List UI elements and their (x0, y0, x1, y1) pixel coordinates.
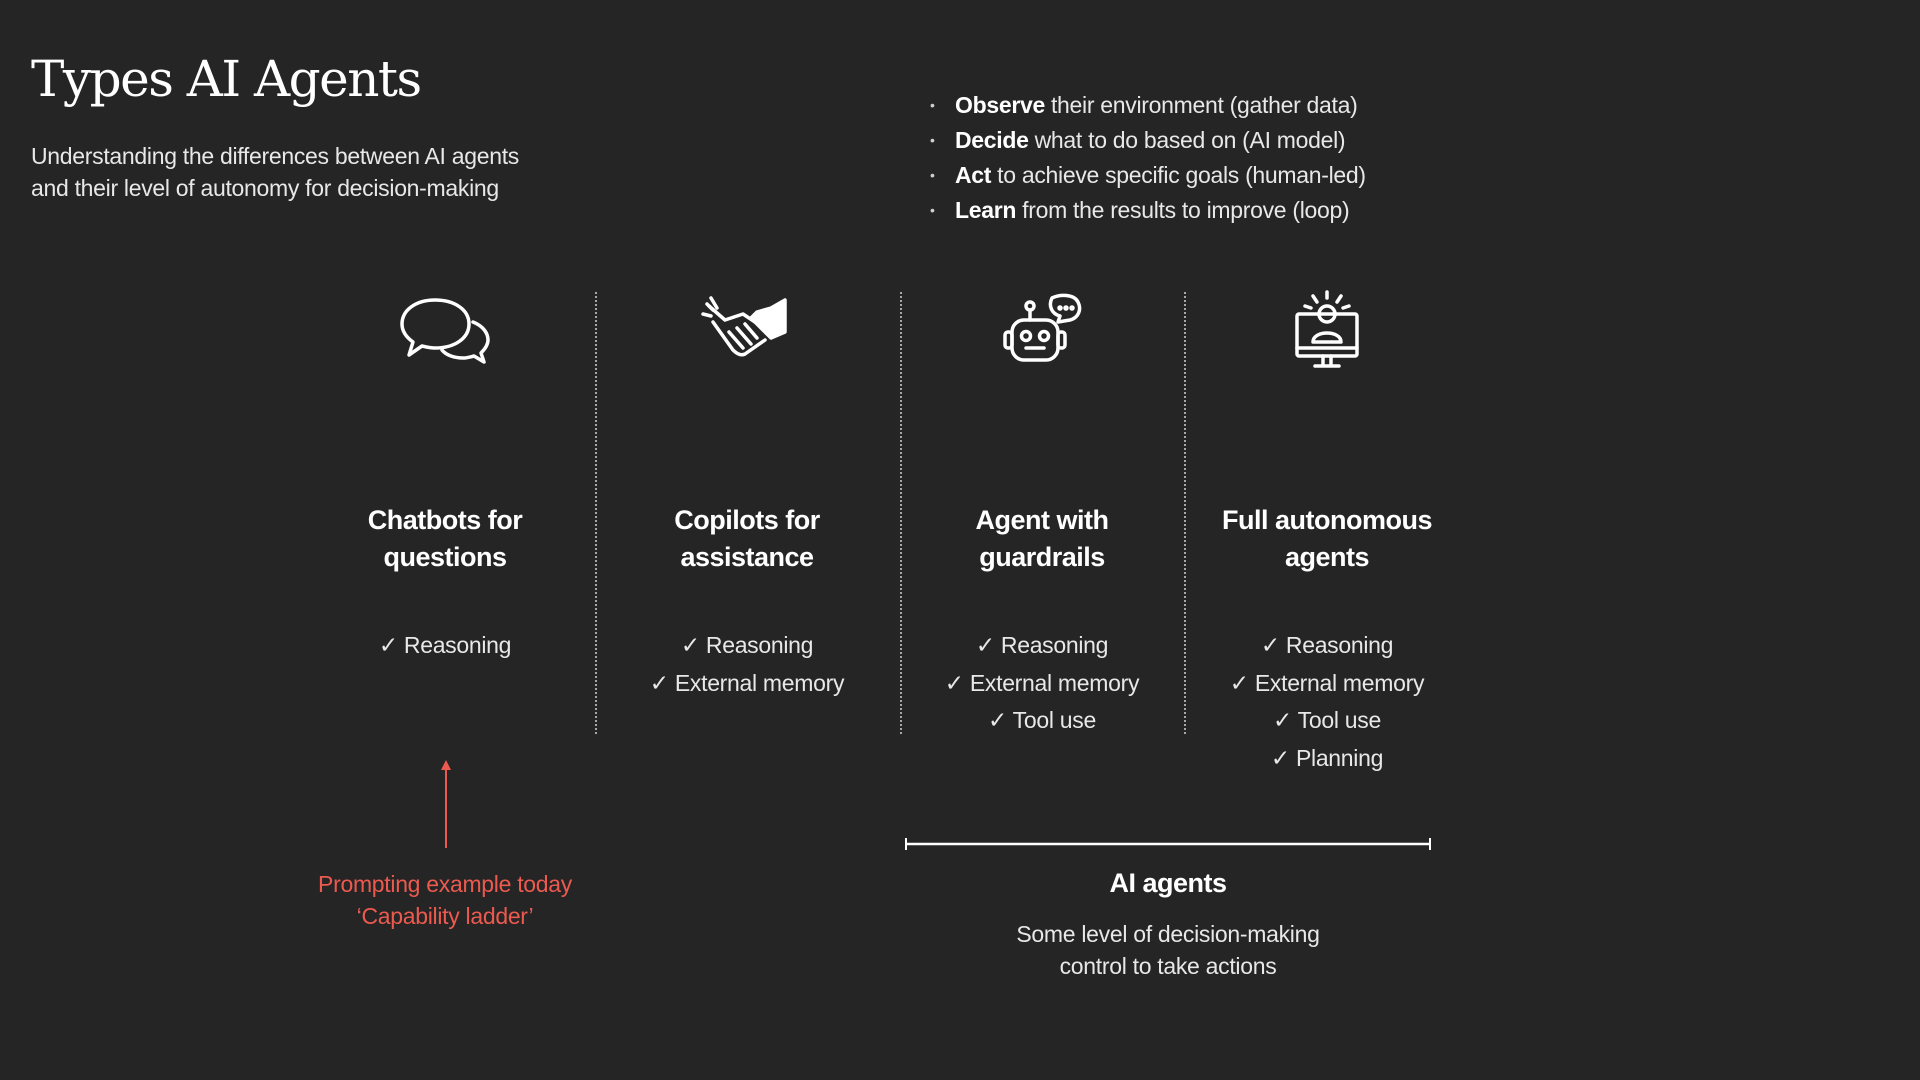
subtitle-line: Understanding the differences between AI agents (31, 143, 519, 169)
list-item: ✓ External memory (1229, 669, 1425, 696)
list-item: ✓ Reasoning (378, 632, 512, 658)
bullet-text: to achieve specific goals (human-led) (997, 162, 1366, 188)
column-title-line: questions (383, 542, 507, 572)
column-title (1187, 502, 1467, 576)
list-item: ✓ Planning (1270, 744, 1384, 771)
bullet-text: their environment (gather data) (1050, 92, 1358, 118)
prompting-note (295, 868, 595, 932)
column-divider (595, 292, 597, 734)
column-guardrails (902, 290, 1182, 733)
bullet-icon: • (930, 97, 935, 113)
column-chatbots (305, 290, 585, 658)
bullet-keyword: Observe (955, 92, 1045, 118)
feature-list (305, 627, 585, 665)
column-copilots (607, 290, 887, 696)
page-subtitle (31, 140, 591, 204)
bullet-text: from the results to improve (loop) (1022, 197, 1350, 223)
column-title-line: guardrails (979, 542, 1105, 572)
feature-list (1187, 627, 1467, 777)
list-item: ✓ Reasoning (680, 632, 814, 658)
note-line: ‘Capability ladder’ (356, 903, 534, 929)
list-item: ✓ Reasoning (1260, 632, 1394, 658)
ai-agents-description (968, 918, 1368, 982)
subtitle-line: and their level of autonomy for decision-making (31, 175, 499, 201)
ai-agents-heading: AI agents (1109, 868, 1227, 898)
bullet-keyword: Decide (955, 127, 1029, 153)
page-title: Types AI Agents (31, 50, 421, 108)
column-title (607, 502, 887, 576)
list-item: ✓ External memory (649, 669, 845, 696)
up-arrow-icon (432, 758, 460, 850)
bullet-keyword: Learn (955, 197, 1017, 223)
description-line: control to take actions (1059, 953, 1277, 979)
list-item (930, 158, 1366, 193)
chat-bubbles-icon (305, 290, 585, 374)
bullet-icon: • (930, 167, 935, 183)
list-item: ✓ Tool use (1273, 707, 1381, 733)
bullet-text: what to do based on (AI model) (1034, 127, 1346, 153)
list-item: ✓ External memory (944, 669, 1140, 696)
list-item: ✓ Tool use (988, 707, 1096, 733)
agent-loop-list (930, 88, 1366, 228)
list-item (930, 123, 1366, 158)
ai-agents-bracket (904, 837, 1432, 851)
note-line: Prompting example today (318, 871, 572, 897)
column-title (902, 502, 1182, 576)
feature-list (902, 627, 1182, 740)
bullet-keyword: Act (955, 162, 992, 188)
column-title-line: Agent with (975, 505, 1109, 535)
column-title-line: Copilots for (674, 505, 820, 535)
column-title-line: Full autonomous (1222, 505, 1432, 535)
robot-icon (902, 290, 1182, 374)
list-item (930, 193, 1366, 228)
description-line: Some level of decision-making (1016, 921, 1320, 947)
monitor-person-icon (1187, 290, 1467, 374)
column-title (305, 502, 585, 576)
column-divider (1184, 292, 1186, 734)
feature-list (607, 627, 887, 702)
column-title-line: assistance (680, 542, 814, 572)
column-title-line: agents (1284, 542, 1370, 572)
bullet-icon: • (930, 132, 935, 148)
bullet-icon: • (930, 202, 935, 218)
list-item (930, 88, 1366, 123)
handshake-icon (607, 290, 887, 374)
column-title-line: Chatbots for (367, 505, 523, 535)
column-autonomous (1187, 290, 1467, 771)
list-item: ✓ Reasoning (975, 632, 1109, 658)
